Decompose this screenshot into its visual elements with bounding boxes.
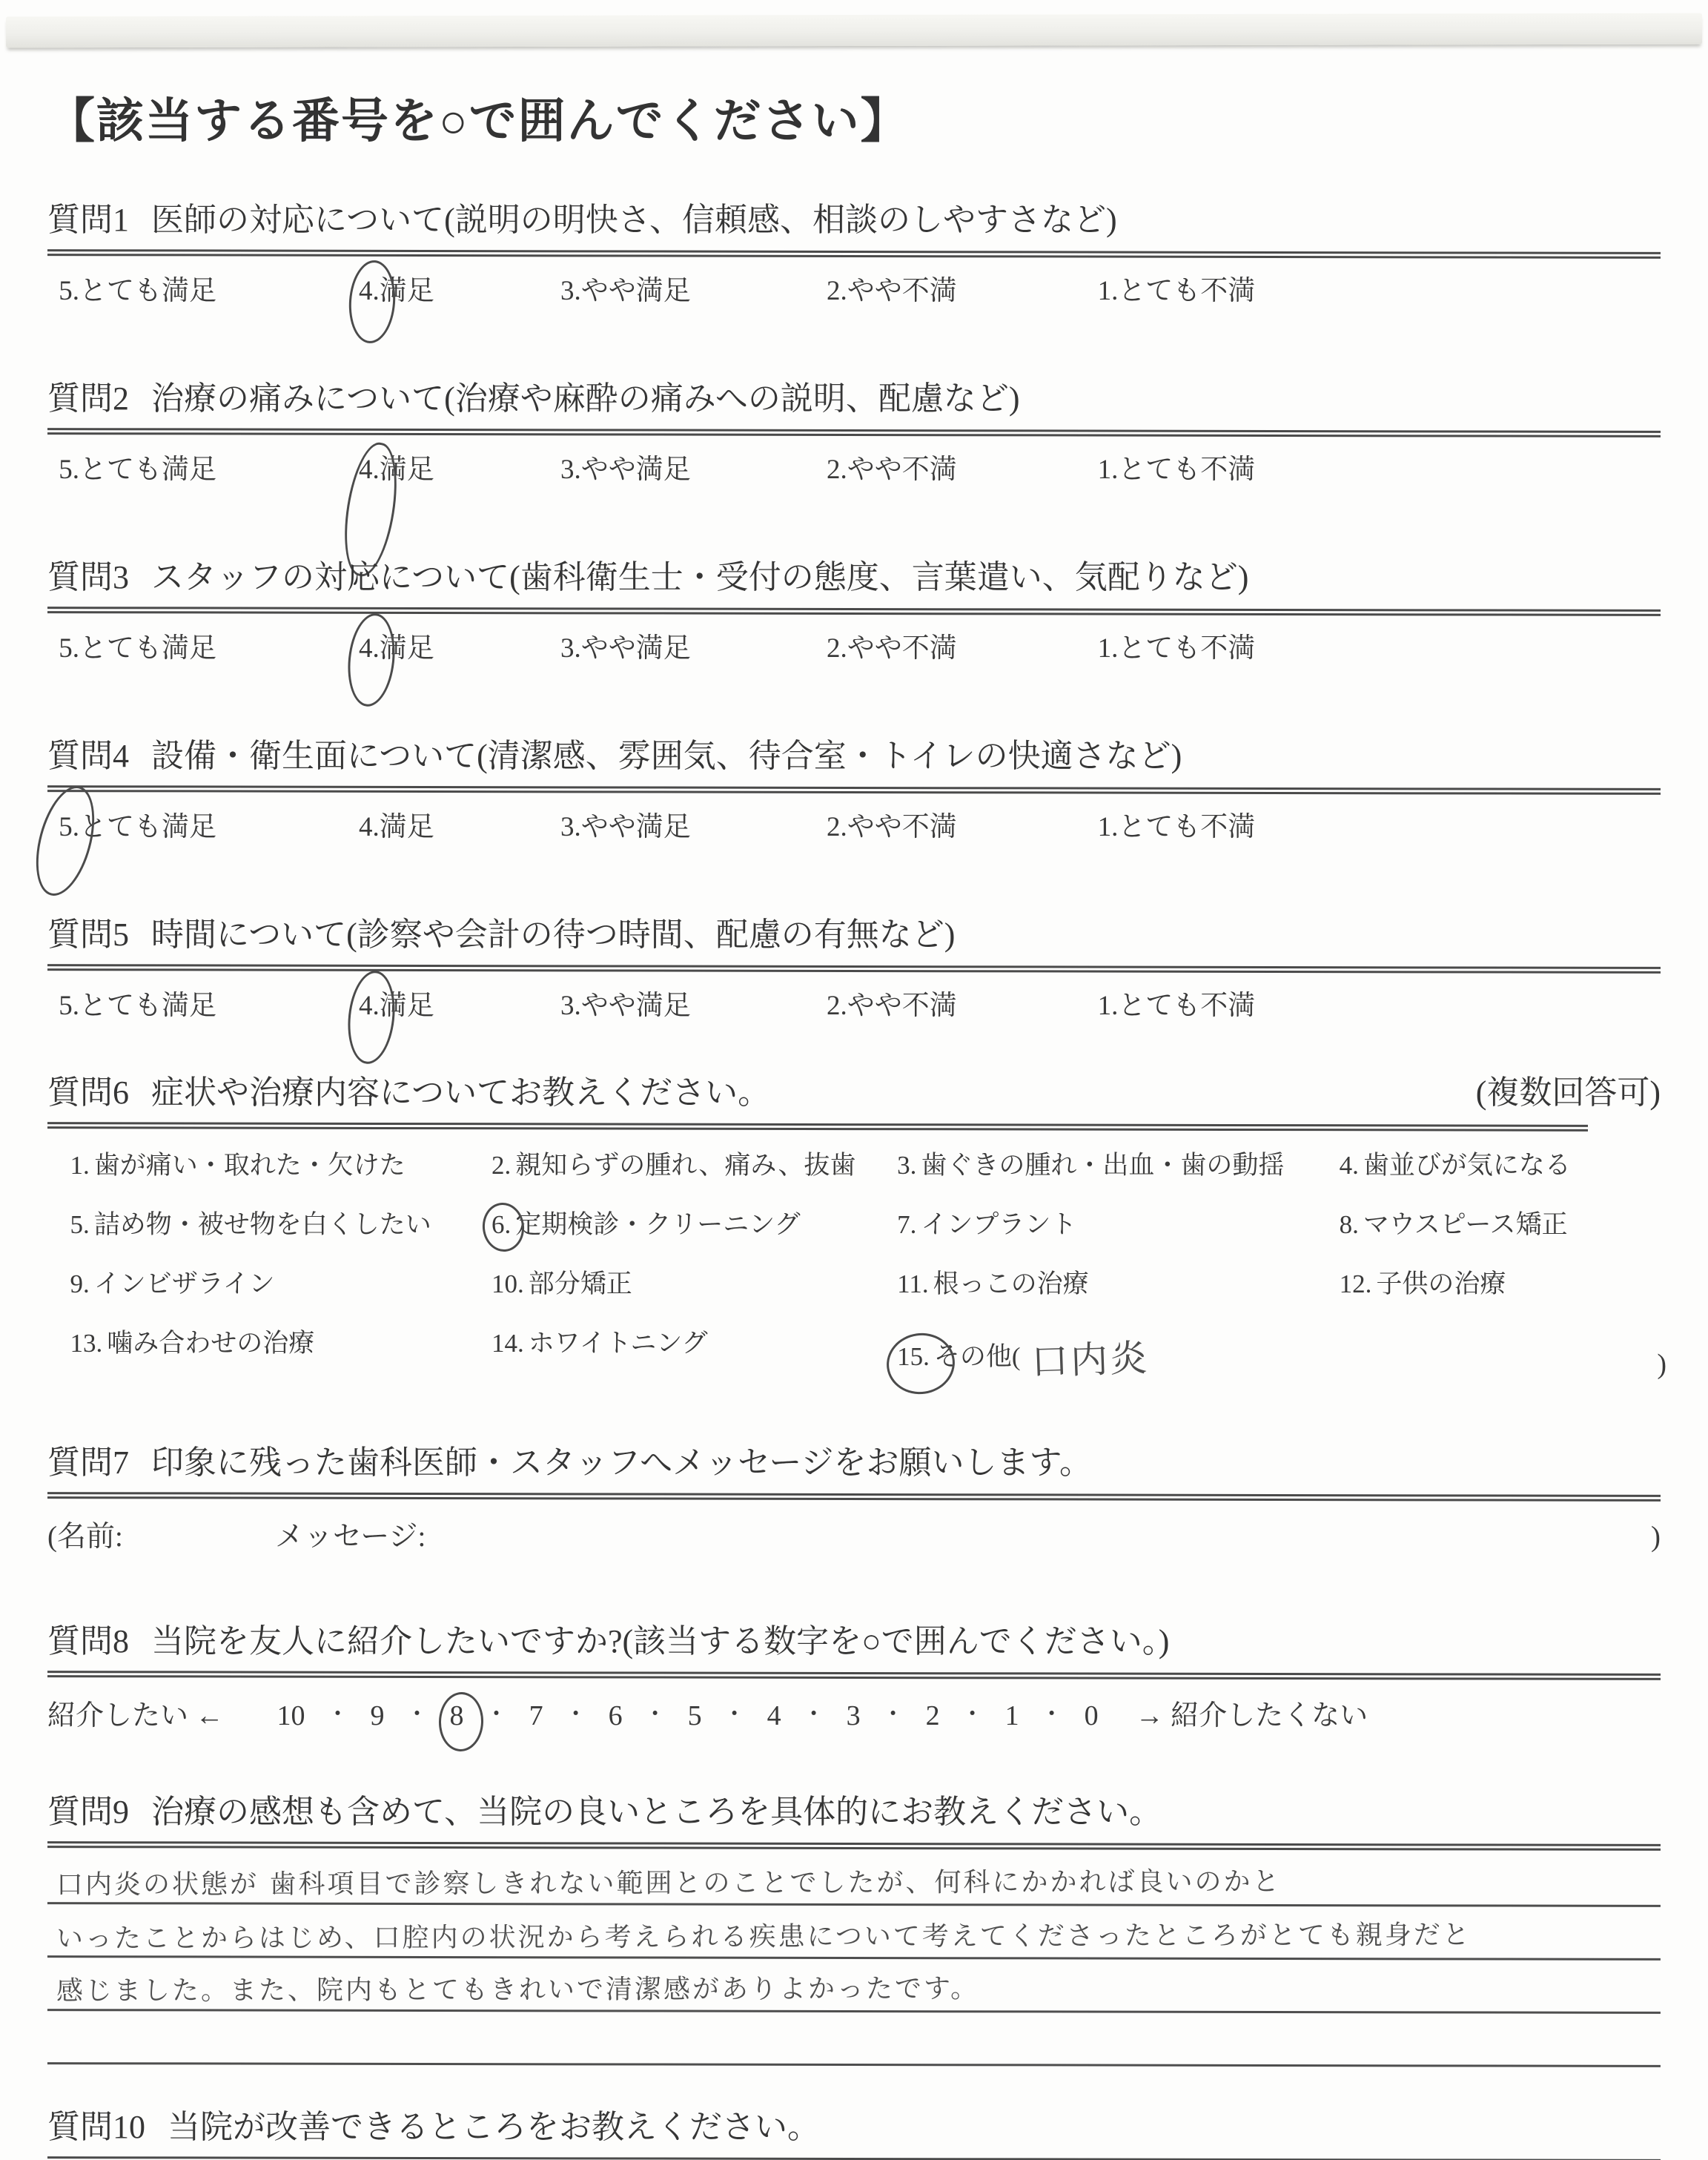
option-label: とても満足: [79, 276, 216, 306]
option-label: とても満足: [79, 633, 216, 664]
rating-option: [359, 446, 434, 486]
scale-number: 5: [687, 1700, 702, 1731]
rating-option: [827, 446, 957, 486]
rating-option: [1098, 982, 1256, 1023]
scale-number: 0: [1084, 1700, 1099, 1731]
rating-options-row: [47, 257, 1661, 309]
question-heading: 症状や治療内容についてお教えください。: [151, 1074, 771, 1111]
message-field-label: メッセージ:: [274, 1521, 426, 1553]
symptom-option: [897, 1323, 1339, 1384]
option-number: 2.: [491, 1151, 512, 1180]
form-title: 【該当する番号を○で囲んでください】: [47, 95, 910, 148]
question-label: 質問6: [47, 1074, 129, 1111]
header-underline: [47, 1122, 1588, 1132]
option-number: 8.: [1339, 1210, 1359, 1239]
question-label: 質問3: [47, 559, 129, 595]
answer-line: [47, 1904, 1661, 1961]
option-label: 定期検診・クリーニング: [515, 1210, 801, 1239]
option-number: 4.: [359, 990, 380, 1022]
symptom-option: [70, 1264, 491, 1301]
question-label: 質問9: [47, 1794, 129, 1830]
symptom-option: [897, 1145, 1339, 1182]
question-3-section: [47, 550, 1661, 667]
pen-circle-mark: [437, 1691, 484, 1752]
answer-line: [47, 1851, 1661, 1907]
option-number: 5.: [59, 633, 79, 664]
option-number: 7.: [897, 1210, 917, 1239]
symptom-option: [1340, 1204, 1638, 1241]
option-label: とても不満: [1118, 633, 1256, 664]
rating-option: [59, 446, 216, 486]
scale-separator: ・: [801, 1700, 826, 1727]
rating-option: [359, 804, 434, 844]
option-label: やや不満: [847, 991, 957, 1021]
closing-paren: ): [1651, 1521, 1661, 1553]
option-number: 4.: [359, 275, 380, 307]
question-6-section: [47, 1066, 1666, 1384]
question-1-header: [47, 193, 1661, 240]
scale-number: 6: [608, 1700, 623, 1731]
handwritten-text: 感じました。また、院内もとてもきれいで清潔感がありよかったです。: [56, 1973, 980, 2007]
option-number: 5.: [59, 276, 79, 306]
rating-option: [827, 625, 957, 665]
rating-option: [560, 804, 691, 844]
name-field-label: (名前:: [47, 1521, 123, 1553]
option-number: 10.: [491, 1269, 524, 1298]
option-label: 根っこの治療: [933, 1269, 1089, 1298]
option-number: 2.: [827, 455, 847, 485]
option-number: 3.: [897, 1151, 917, 1180]
option-number: 2.: [827, 633, 847, 664]
rating-option: [1098, 268, 1256, 308]
option-number: 5.: [59, 991, 79, 1021]
option-label: 歯並びが気になる: [1363, 1151, 1571, 1180]
symptom-option: [491, 1323, 897, 1376]
option-number: 3.: [560, 633, 581, 664]
question-label: 質問1: [47, 202, 129, 238]
option-number: 4.: [359, 454, 380, 486]
option-label: 子供の治療: [1376, 1269, 1506, 1298]
option-label: インビザライン: [93, 1269, 275, 1298]
question-5-header: [47, 908, 1661, 955]
scale-number: 3: [846, 1700, 861, 1731]
symptom-options-grid: [47, 1145, 1666, 1384]
option-label: やや不満: [847, 812, 957, 842]
option-label: 噛み合わせの治療: [107, 1329, 315, 1358]
question-2-header: [47, 371, 1661, 419]
question-heading: 治療の感想も含めて、当院の良いところを具体的にお教えください。: [151, 1794, 1162, 1830]
scale-right-label: → 紹介したくない: [1135, 1700, 1368, 1731]
scale-separator: ・: [643, 1700, 667, 1727]
rating-option: [59, 982, 216, 1023]
question-7-section: [47, 1436, 1661, 1555]
option-label: やや満足: [580, 455, 691, 485]
header-underline: [47, 1492, 1661, 1502]
option-number: 3.: [560, 276, 581, 306]
option-label: やや満足: [580, 812, 691, 842]
multiple-answers-note: (複数回答可): [1475, 1074, 1661, 1111]
handwritten-text: 口内炎の状態が 歯科項目で診察しきれない範囲とのことでしたが、何科にかかれば良いのかと: [56, 1866, 1282, 1900]
scale-number: 4: [767, 1700, 781, 1731]
question-4-header: [47, 729, 1661, 776]
scale-number: 10: [277, 1700, 305, 1731]
symptom-option: [491, 1264, 897, 1301]
rating-option: [560, 625, 691, 665]
symptom-option: [70, 1323, 491, 1376]
rating-option: [1098, 625, 1256, 665]
symptom-option: [491, 1204, 897, 1241]
option-label: とても満足: [79, 812, 216, 842]
option-label: マウスピース矯正: [1363, 1210, 1568, 1239]
question-4-section: [47, 729, 1661, 845]
option-number: 11.: [897, 1269, 929, 1298]
option-label: 満足: [379, 991, 434, 1021]
option-label: 親知らずの腫れ、痛み、抜歯: [515, 1151, 856, 1180]
scale-separator: ・: [722, 1700, 747, 1727]
option-label: その他(: [933, 1342, 1021, 1371]
question-1-section: [47, 193, 1661, 309]
option-label: とても満足: [79, 455, 216, 485]
scale-number: 9: [370, 1700, 385, 1731]
rating-option: [560, 982, 691, 1023]
header-underline: [47, 1841, 1661, 1851]
scale-separator: ・: [563, 1700, 588, 1727]
option-number: 1.: [1097, 812, 1119, 842]
symptom-option: [70, 1145, 491, 1182]
option-number: 2.: [827, 276, 847, 306]
handwritten-other-answer: 口内炎: [1030, 1336, 1150, 1384]
free-answer-area: [47, 1852, 1661, 2066]
rating-option: [827, 268, 957, 308]
symptom-option: [897, 1264, 1339, 1301]
rating-option: [359, 625, 434, 665]
option-number: 4.: [1339, 1151, 1359, 1180]
rating-option: [1098, 446, 1256, 486]
question-8-header: [47, 1614, 1661, 1662]
question-3-header: [47, 550, 1661, 598]
question-7-header: [47, 1436, 1661, 1483]
option-label: 歯が痛い・取れた・欠けた: [93, 1151, 406, 1180]
option-label: やや満足: [580, 276, 691, 306]
question-label: 質問8: [47, 1623, 129, 1659]
scale-numbers: [267, 1698, 1109, 1732]
question-label: 質問2: [47, 380, 129, 417]
option-number: 5.: [70, 1210, 90, 1239]
option-number: 6.: [491, 1210, 511, 1240]
option-label: 満足: [379, 455, 434, 485]
question-10-section: [47, 2100, 1661, 2160]
symptom-option: [1340, 1145, 1638, 1182]
question-heading: 当院を友人に紹介したいですか?(該当する数字を○で囲んでください。): [151, 1623, 1170, 1659]
rating-options-row: [47, 436, 1661, 488]
rating-option: [560, 268, 691, 308]
question-heading: 治療の痛みについて(治療や麻酔の痛みへの説明、配慮など): [151, 380, 1020, 417]
rating-options-row: [47, 972, 1661, 1024]
answer-line: [47, 2011, 1661, 2067]
option-label: やや満足: [580, 991, 691, 1021]
option-number: 15.: [897, 1342, 930, 1372]
option-label: 歯ぐきの腫れ・出血・歯の動揺: [921, 1151, 1285, 1180]
option-number: 1.: [1097, 633, 1119, 664]
rating-options-row: [47, 793, 1661, 845]
scale-number: 1: [1004, 1700, 1019, 1731]
question-label: 質問10: [47, 2109, 145, 2145]
option-label: 詰め物・被せ物を白くしたい: [93, 1210, 431, 1239]
rating-option: [59, 804, 216, 844]
scale-separator: ・: [484, 1700, 509, 1727]
option-label: 満足: [379, 633, 434, 664]
question-label: 質問7: [47, 1444, 129, 1481]
header-underline: [47, 2156, 1661, 2160]
option-label: とても不満: [1118, 455, 1256, 485]
name-message-row: [47, 1513, 1661, 1555]
rating-option: [1098, 804, 1256, 844]
scale-separator: ・: [881, 1700, 905, 1727]
option-number: 9.: [70, 1269, 90, 1298]
option-label: やや不満: [847, 276, 957, 306]
question-2-section: [47, 371, 1661, 488]
scale-left-label: 紹介したい ←: [47, 1700, 224, 1731]
recommend-scale-row: [47, 1692, 1661, 1733]
option-label: とても不満: [1118, 812, 1256, 842]
rating-option: [59, 625, 216, 665]
option-label: 満足: [379, 276, 434, 306]
rating-option: [827, 804, 957, 844]
option-number: 3.: [560, 991, 581, 1021]
question-label: 質問4: [47, 738, 129, 774]
option-number: 3.: [560, 812, 581, 842]
question-heading: 医師の対応について(説明の明快さ、信頼感、相談のしやすさなど): [151, 202, 1117, 238]
question-label: 質問5: [47, 916, 129, 953]
option-label: ホワイトニング: [528, 1329, 708, 1358]
option-number: 4.: [358, 812, 380, 842]
scale-number: 7: [529, 1700, 543, 1731]
option-number: 12.: [1339, 1269, 1372, 1298]
question-9-section: [47, 1785, 1661, 2066]
symptom-option: [70, 1204, 491, 1241]
question-6-header: [47, 1066, 1661, 1113]
other-closing-paren: ): [1657, 1349, 1666, 1380]
option-label: やや不満: [847, 633, 957, 664]
symptom-option: [897, 1204, 1339, 1241]
rating-option: [59, 268, 216, 308]
option-label: とても満足: [79, 991, 216, 1021]
rating-option: [359, 982, 434, 1023]
question-8-section: [47, 1614, 1661, 1733]
scale-number: 2: [925, 1700, 940, 1731]
option-label: インプラント: [921, 1210, 1077, 1239]
question-10-header: [47, 2100, 1661, 2147]
option-label: とても不満: [1118, 991, 1256, 1021]
option-number: 5.: [59, 455, 79, 485]
option-label: とても不満: [1118, 276, 1256, 306]
question-5-section: [47, 908, 1661, 1024]
header-underline: [47, 1671, 1661, 1680]
option-number: 14.: [491, 1329, 524, 1358]
scale-separator: ・: [1039, 1700, 1064, 1727]
option-label: 部分矯正: [528, 1269, 632, 1298]
option-label: やや不満: [847, 455, 957, 485]
symptom-option: [1340, 1264, 1638, 1301]
option-number: 2.: [827, 991, 847, 1021]
question-heading: 時間について(診察や会計の待つ時間、配慮の有無など): [151, 916, 956, 953]
option-number: 4.: [359, 633, 380, 664]
option-label: 満足: [379, 812, 434, 842]
option-number: 1.: [1097, 276, 1119, 306]
option-label: やや満足: [580, 633, 691, 664]
option-number: 1.: [1097, 455, 1119, 485]
option-number: 1.: [70, 1151, 90, 1180]
rating-option: [827, 982, 957, 1023]
handwritten-text: いったことからはじめ、口腔内の状況から考えられる疾患について考えてくださったところがとても親身だと: [56, 1920, 1472, 1955]
symptom-option: [491, 1145, 897, 1182]
option-number: 5.: [59, 811, 79, 843]
scale-separator: ・: [325, 1700, 350, 1727]
option-number: 1.: [1097, 991, 1119, 1021]
option-number: 2.: [827, 812, 847, 842]
scale-number: 8: [450, 1700, 464, 1732]
rating-option: [560, 446, 691, 486]
scale-separator: ・: [405, 1700, 429, 1727]
scale-separator: ・: [960, 1700, 984, 1727]
answer-line: [47, 1958, 1661, 2014]
option-number: 13.: [70, 1329, 103, 1358]
question-9-header: [47, 1785, 1661, 1832]
question-heading: スタッフの対応について(歯科衛生士・受付の態度、言葉遣い、気配りなど): [151, 559, 1249, 595]
question-heading: 当院が改善できるところをお教えください。: [168, 2109, 820, 2145]
rating-options-row: [47, 615, 1661, 667]
question-heading: 印象に残った歯科医師・スタッフへメッセージをお願いします。: [151, 1444, 1092, 1481]
question-heading: 設備・衛生面について(清潔感、雰囲気、待合室・トイレの快適さなど): [151, 738, 1182, 774]
rating-option: [359, 268, 434, 308]
option-number: 3.: [560, 455, 581, 485]
